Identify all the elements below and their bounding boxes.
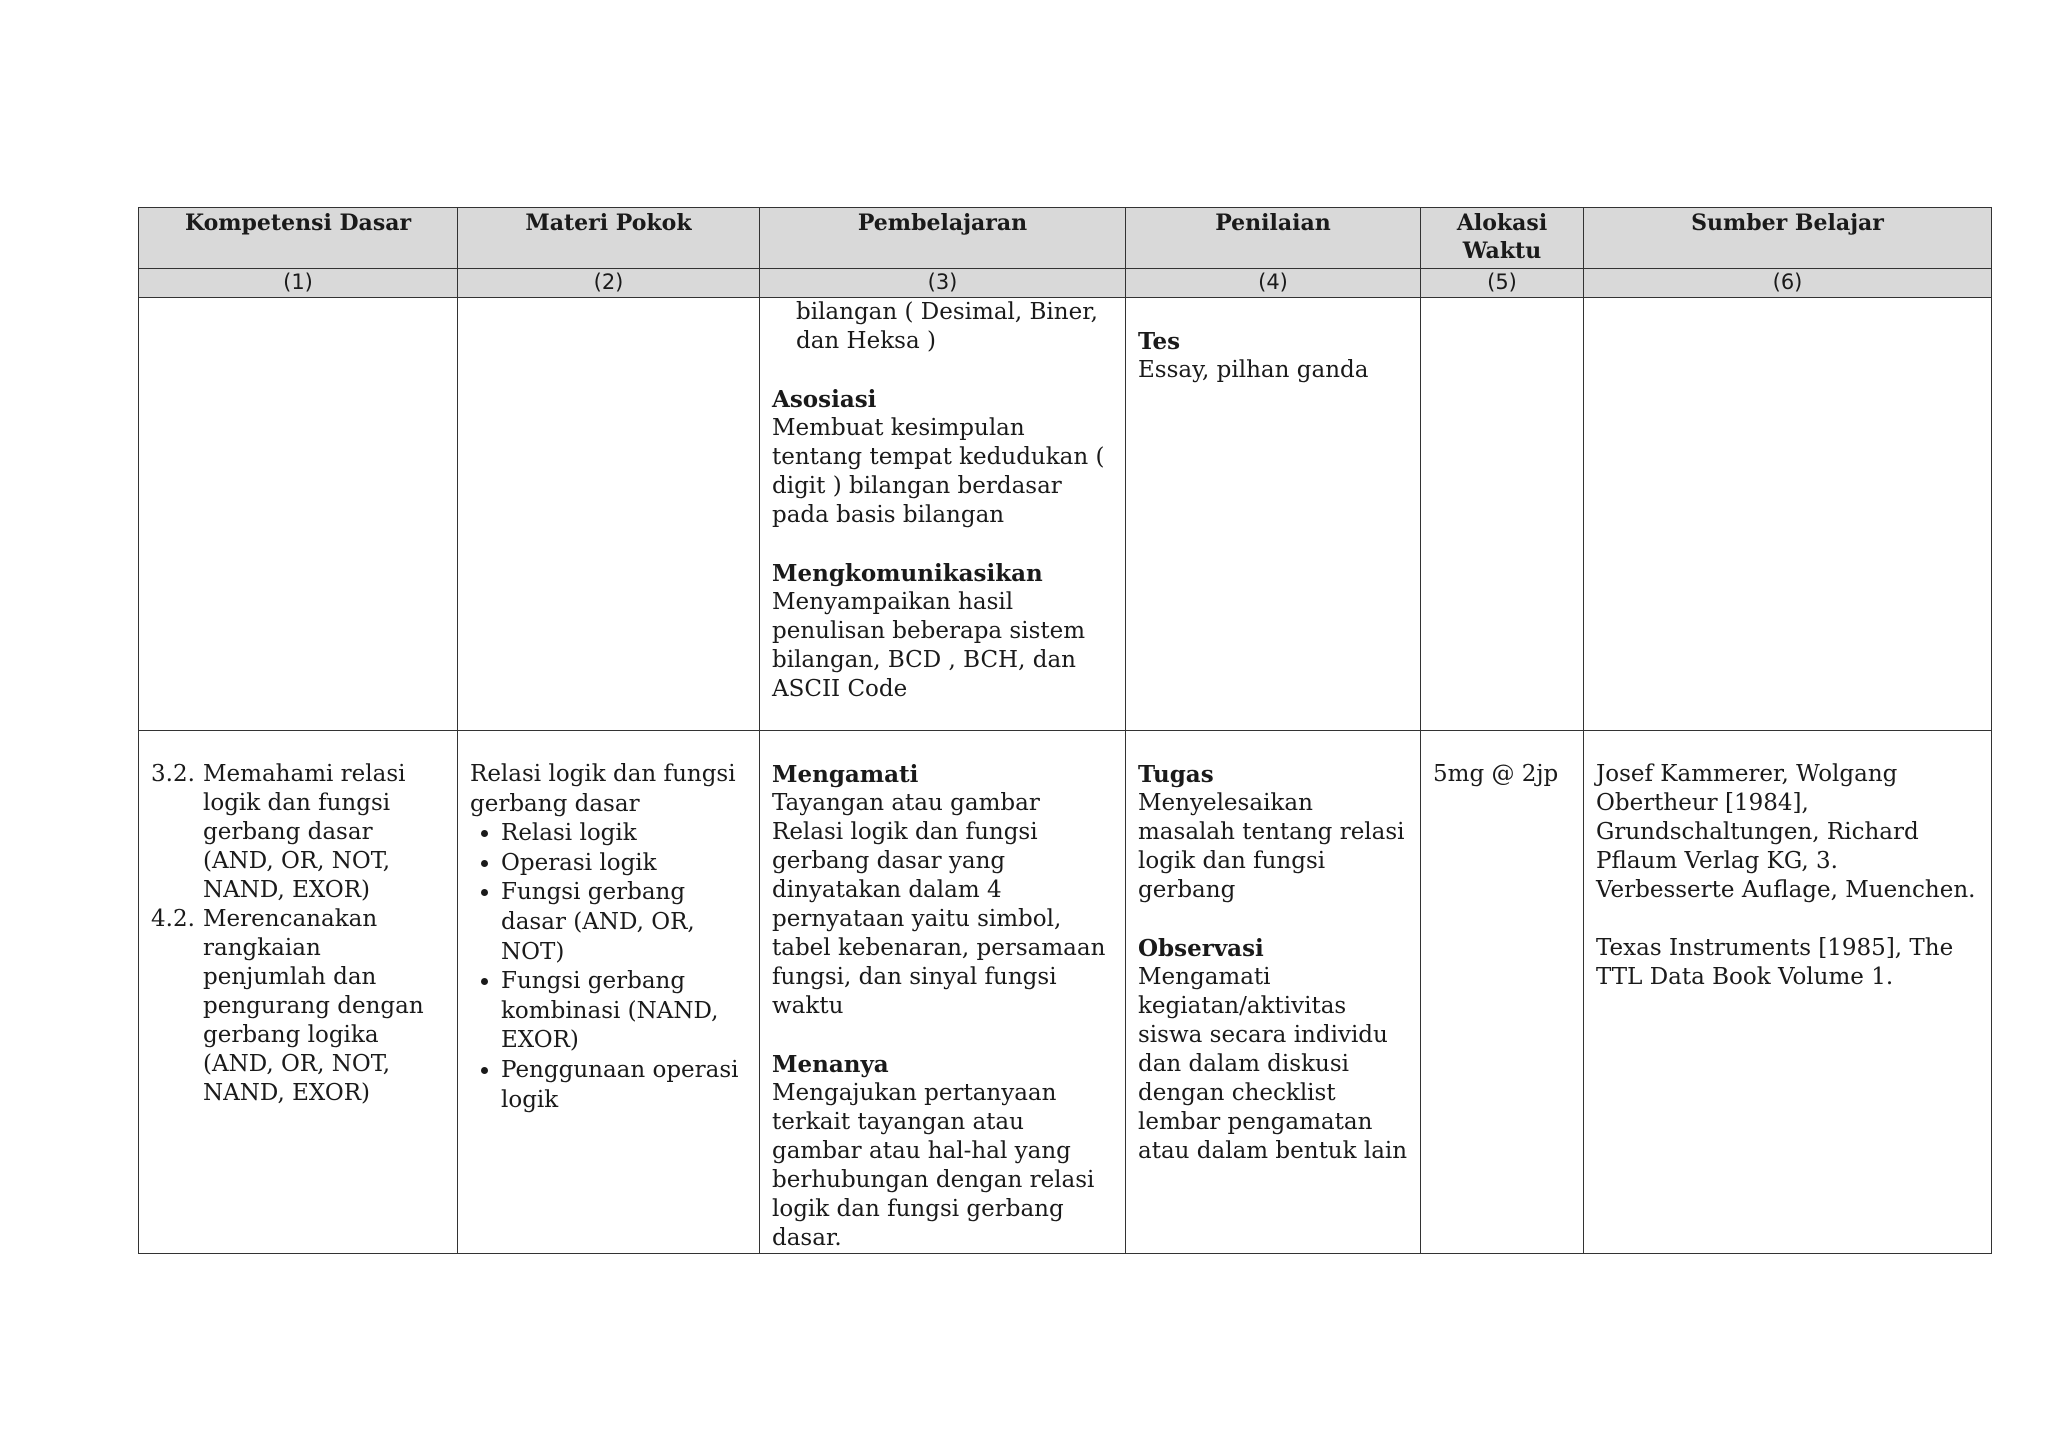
materi-list <box>470 819 747 1115</box>
tugas-heading: Tugas <box>1138 761 1214 788</box>
header-pembelajaran: Pembelajaran <box>760 208 1126 269</box>
asosiasi-heading: Asosiasi <box>772 386 877 413</box>
header-row <box>139 208 1992 269</box>
header-kompetensi-dasar: Kompetensi Dasar <box>139 208 458 269</box>
observasi-text: Mengamati kegiatan/aktivitas siswa secara individu dan dalam diskusi dengan checklist lembar pengamatan atau dalam bentuk lain <box>1138 964 1408 1164</box>
kompetensi-number: 3.2. <box>151 761 195 787</box>
kompetensi-cell <box>139 731 458 1254</box>
pembelajaran-cell <box>760 298 1126 731</box>
list-item: • Penggunaan operasi logik <box>501 1056 747 1115</box>
column-number: (4) <box>1126 269 1421 298</box>
column-number: (6) <box>1584 269 1992 298</box>
pembelajaran-cell <box>760 731 1126 1254</box>
list-item: • Fungsi gerbang dasar (AND, OR, NOT) <box>501 878 747 967</box>
materi-intro: Relasi logik dan fungsi gerbang dasar <box>470 761 736 817</box>
kompetensi-text: Merencanakan rangkaian penjumlah dan pengurang dengan gerbang logika (AND, OR, NOT, NAND, EXOR) <box>203 906 424 1106</box>
column-number: (1) <box>139 269 458 298</box>
mengamati-heading: Mengamati <box>772 761 919 788</box>
column-number: (5) <box>1421 269 1584 298</box>
observasi-heading: Observasi <box>1138 935 1264 962</box>
materi-cell <box>458 298 760 731</box>
kompetensi-item <box>151 760 445 905</box>
penilaian-cell <box>1126 298 1421 731</box>
header-sumber-belajar: Sumber Belajar <box>1584 208 1992 269</box>
menanya-text: Mengajukan pertanyaan terkait tayangan atau gambar atau hal-hal yang berhubungan dengan relasi logik dan fungsi gerbang dasar. <box>772 1080 1095 1251</box>
column-number: (3) <box>760 269 1126 298</box>
alokasi-cell <box>1421 298 1584 731</box>
mengkomunikasikan-text: Menyampaikan hasil penulisan beberapa sistem bilangan, BCD , BCH, dan ASCII Code <box>772 589 1086 702</box>
kompetensi-cell <box>139 298 458 731</box>
table-row <box>139 298 1992 731</box>
column-number-row <box>139 269 1992 298</box>
tes-text: Essay, pilhan ganda <box>1138 357 1369 383</box>
alokasi-cell <box>1421 731 1584 1254</box>
list-item: • Fungsi gerbang kombinasi (NAND, EXOR) <box>501 967 747 1056</box>
asosiasi-text: Membuat kesimpulan tentang tempat kedudukan ( digit ) bilangan berdasar pada basis bilangan <box>772 415 1105 528</box>
kompetensi-text: Memahami relasi logik dan fungsi gerbang dasar (AND, OR, NOT, NAND, EXOR) <box>203 761 406 903</box>
menanya-heading: Menanya <box>772 1051 889 1078</box>
sumber-cell <box>1584 731 1992 1254</box>
kompetensi-item <box>151 905 445 1108</box>
tes-heading: Tes <box>1138 328 1181 355</box>
mengamati-text: Tayangan atau gambar Relasi logik dan fungsi gerbang dasar yang dinyatakan dalam 4 pernyataan yaitu simbol, tabel kebenaran, persamaan fungsi, dan sinyal fungsi waktu <box>772 790 1106 1019</box>
kompetensi-number: 4.2. <box>151 906 195 932</box>
syllabus-table <box>138 207 1992 1254</box>
mengkomunikasikan-heading: Mengkomunikasikan <box>772 560 1043 587</box>
sumber-item: Texas Instruments [1985], The TTL Data Book Volume 1. <box>1596 935 1954 990</box>
header-penilaian: Penilaian <box>1126 208 1421 269</box>
header-materi-pokok: Materi Pokok <box>458 208 760 269</box>
header-alokasi-waktu: Alokasi Waktu <box>1421 208 1584 269</box>
tugas-text: Menyelesaikan masalah tentang relasi logik dan fungsi gerbang <box>1138 790 1405 903</box>
table-row <box>139 731 1992 1254</box>
alokasi-text: 5mg @ 2jp <box>1433 761 1559 787</box>
sumber-cell <box>1584 298 1992 731</box>
list-item: • Relasi logik <box>501 819 747 849</box>
materi-cell <box>458 731 760 1254</box>
penilaian-cell <box>1126 731 1421 1254</box>
sumber-item: Josef Kammerer, Wolgang Obertheur [1984], Grundschaltungen, Richard Pflaum Verlag KG, 3. Verbesserte Auflage, Muenchen. <box>1596 761 1976 903</box>
list-item: • Operasi logik <box>501 849 747 879</box>
column-number: (2) <box>458 269 760 298</box>
pembelajaran-continuation: bilangan ( Desimal, Biner, dan Heksa ) <box>796 299 1098 354</box>
